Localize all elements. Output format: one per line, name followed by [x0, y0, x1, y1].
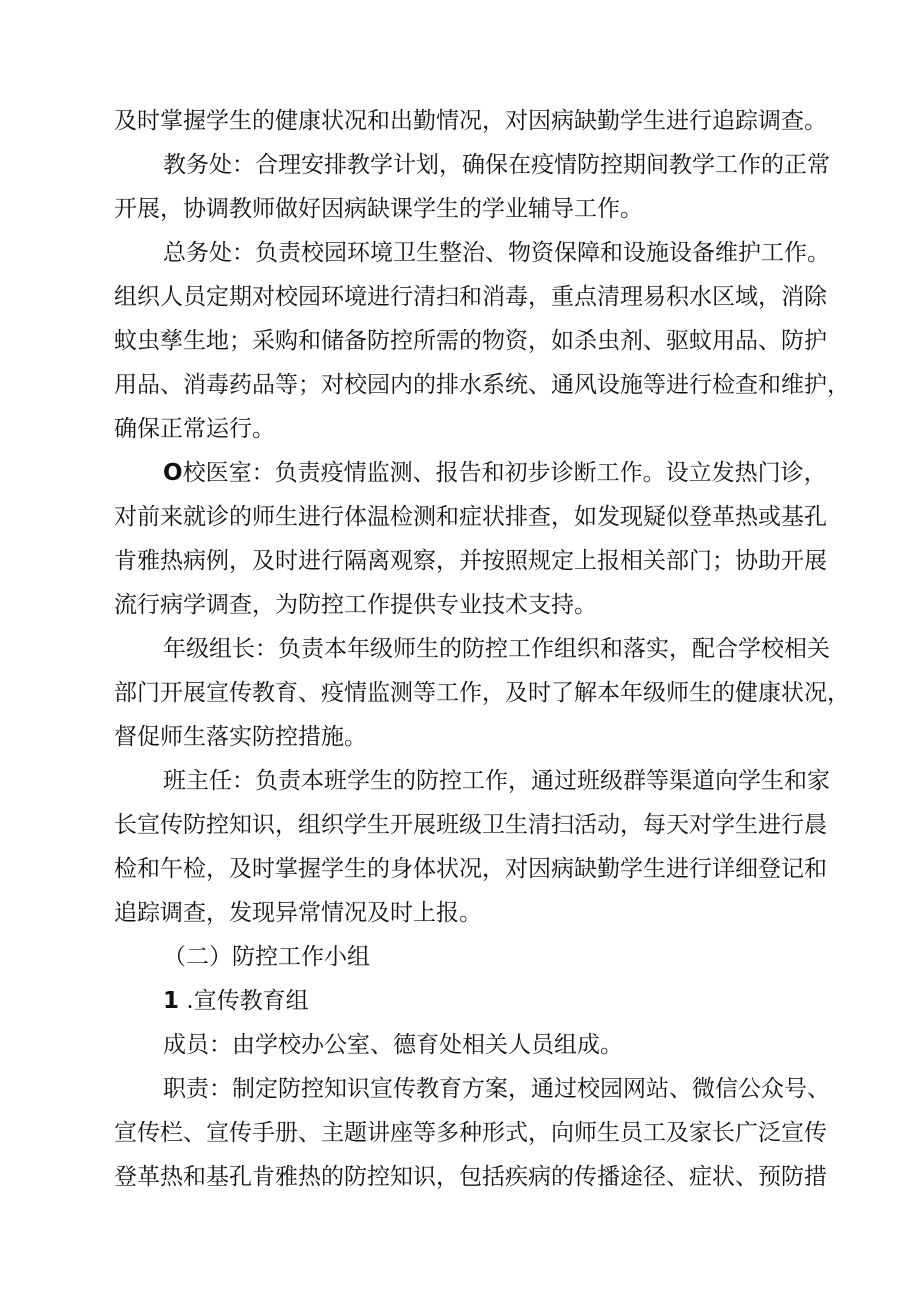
paragraph-line: 检和午检，及时掌握学生的身体状况，对因病缺勤学生进行详细登记和 [114, 856, 827, 882]
paragraph-line: 蚊虫孳生地；采购和储备防控所需的物资，如杀虫剂、驱蚊用品、防护 [114, 328, 827, 354]
paragraph-line: 及时掌握学生的健康状况和出勤情况，对因病缺勤学生进行追踪调查。 [114, 108, 827, 134]
paragraph-line: 年级组长：负责本年级师生的防控工作组织和落实，配合学校相关 [163, 636, 830, 662]
section-heading: （二）防控工作小组 [163, 944, 370, 970]
paragraph-line: 职责：制定防控知识宣传教育方案，通过校园网站、微信公众号、 [163, 1076, 830, 1102]
subsection-number: 1 [163, 988, 180, 1014]
paragraph-line: 长宣传防控知识，组织学生开展班级卫生清扫活动，每天对学生进行晨 [114, 812, 827, 838]
paragraph-line: 开展，协调教师做好因病缺课学生的学业辅导工作。 [114, 196, 643, 222]
paragraph-line: 部门开展宣传教育、疫情监测等工作，及时了解本年级师生的健康状况， [114, 680, 850, 706]
paragraph-line: 肯雅热病例，及时进行隔离观察，并按照规定上报相关部门；协助开展 [114, 548, 827, 574]
paragraph-line: 督促师生落实防控措施。 [114, 724, 367, 750]
paragraph-line: 确保正常运行。 [114, 416, 275, 442]
paragraph-line [163, 453, 920, 493]
paragraph-line: 用品、消毒药品等；对校园内的排水系统、通风设施等进行检查和维护， [114, 372, 850, 398]
paragraph-line: 登革热和基孔肯雅热的防控知识，包括疾病的传播途径、症状、预防措 [114, 1164, 827, 1190]
paragraph-line: 班主任：负责本班学生的防控工作，通过班级群等渠道向学生和家 [163, 768, 830, 794]
subsection-heading [163, 981, 920, 1021]
paragraph-line: 成员：由学校办公室、德育处相关人员组成。 [163, 1032, 623, 1058]
paragraph-text: 校医室：负责疫情监测、报告和初步诊断工作。设立发热门诊， [182, 460, 827, 486]
leading-mark: O [163, 460, 183, 486]
paragraph-line: 流行病学调查，为防控工作提供专业技术支持。 [114, 592, 597, 618]
paragraph-line: 组织人员定期对校园环境进行清扫和消毒，重点清理易积水区域，消除 [114, 284, 827, 310]
paragraph-line: 教务处：合理安排教学计划，确保在疫情防控期间教学工作的正常 [163, 152, 830, 178]
paragraph-line: 对前来就诊的师生进行体温检测和症状排查，如发现疑似登革热或基孔 [114, 504, 827, 530]
paragraph-line: 总务处：负责校园环境卫生整治、物资保障和设施设备维护工作。 [163, 240, 830, 266]
paragraph-line: 宣传栏、宣传手册、主题讲座等多种形式，向师生员工及家长广泛宣传 [114, 1120, 827, 1146]
subsection-title: .宣传教育组 [186, 988, 309, 1014]
paragraph-line: 追踪调查，发现异常情况及时上报。 [114, 900, 482, 926]
